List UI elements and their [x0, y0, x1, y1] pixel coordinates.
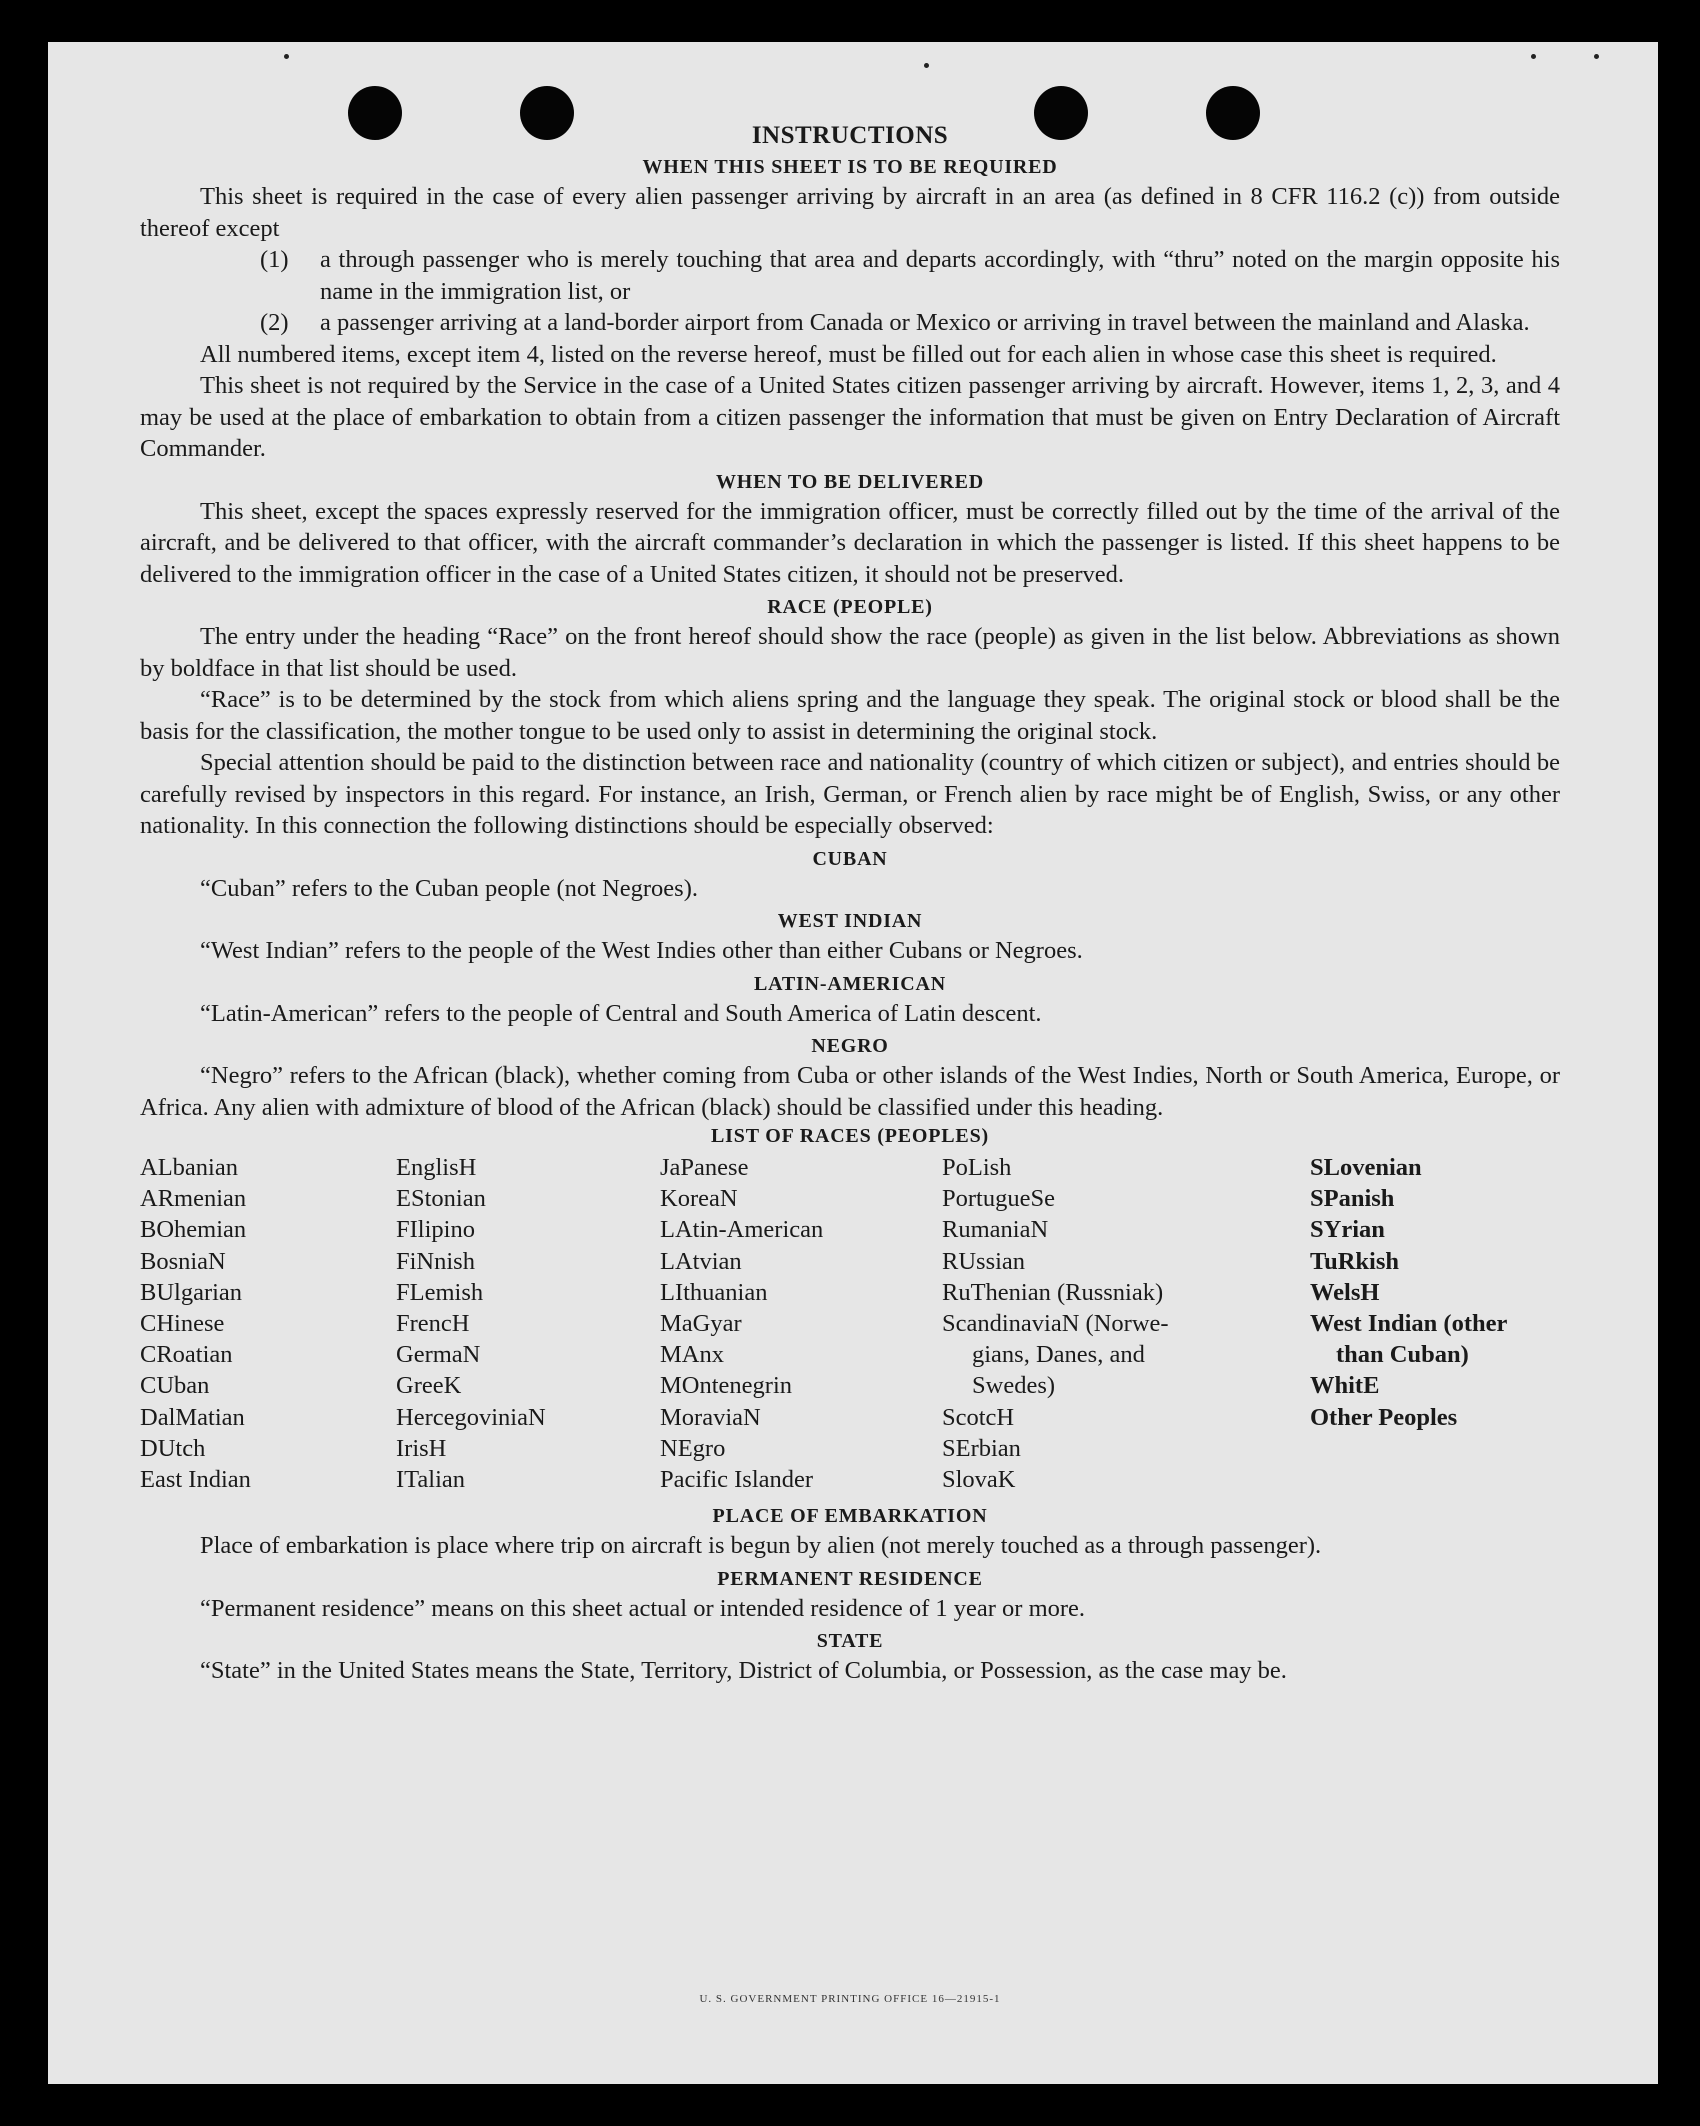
race-column [942, 1152, 1310, 1495]
race-item: FLemish [396, 1278, 484, 1306]
section-heading: LATIN-AMERICAN [754, 972, 946, 995]
race-item: LAtvian [660, 1247, 742, 1275]
paragraph: “Negro” refers to the African (black), whether coming from Cuba or other islands of the West Indies, North or South America, Europe, or Africa. Any alien with admixture of blood of the African (black) should be classified under this heading. [140, 1062, 1560, 1121]
race-item: Pacific Islander [660, 1466, 814, 1494]
section-heading: WEST INDIAN [777, 910, 923, 932]
race-item: RUssian [942, 1247, 1026, 1275]
race-item: BOhemian [140, 1216, 247, 1244]
item-number: (1) [260, 246, 289, 273]
race-item: ITalian [396, 1466, 466, 1494]
race-list [140, 1152, 1560, 1495]
race-item: CHinese [140, 1310, 225, 1338]
race-item: Swedes) [972, 1372, 1056, 1400]
race-item: FiNnish [396, 1247, 475, 1275]
race-item: GreeK [396, 1372, 462, 1400]
race-item: PortugueSe [942, 1185, 1055, 1213]
race-column [140, 1152, 396, 1495]
race-item: SErbian [942, 1434, 1021, 1462]
race-item: PoLish [942, 1154, 1012, 1181]
paragraph: This sheet is required in the case of every alien passenger arriving by aircraft in an area (as defined in 8 CFR 116.2 (c)) from outside thereof except [140, 183, 1560, 242]
page-title: INSTRUCTIONS [751, 122, 949, 149]
paragraph: “Permanent residence” means on this sheet actual or intended residence of 1 year or more. [200, 1594, 1086, 1622]
race-column [660, 1152, 942, 1495]
section-heading: PLACE OF EMBARKATION [712, 1505, 988, 1528]
item-text: a passenger arriving at a land-border airport from Canada or Mexico or arriving in travel between the mainland and Alaska. [320, 309, 1530, 336]
race-item: LIthuanian [660, 1278, 768, 1306]
section-heading: LIST OF RACES (PEOPLES) [711, 1125, 989, 1147]
paragraph: Special attention should be paid to the distinction between race and nationality (country of which citizen or subject), and entries should be carefully revised by inspectors in this regard. For instance, an Irish, German, or French alien by race might be of English, Swiss, or any other nationality. In this connection the following distinctions should be especially observed: [140, 749, 1560, 839]
race-item: LAtin-American [660, 1216, 824, 1244]
speck [1594, 54, 1599, 59]
race-item: ARmenian [140, 1185, 247, 1213]
race-item: KoreaN [660, 1185, 738, 1213]
paragraph: This sheet is not required by the Service in the case of a United States citizen passenger arriving by aircraft. However, items 1, 2, 3, and 4 may be used at the place of embarkation to obtain from a citizen passenger the information that must be given on Entry Declaration of Aircraft Commander. [140, 372, 1560, 462]
speck [284, 54, 289, 59]
race-item: Other Peoples [1310, 1403, 1458, 1431]
race-item: BosniaN [140, 1247, 226, 1275]
race-item: DalMatian [140, 1403, 245, 1431]
race-item: gians, Danes, and [972, 1341, 1145, 1369]
race-item: EStonian [396, 1185, 486, 1213]
race-item: ScotcH [942, 1403, 1015, 1431]
paragraph: The entry under the heading “Race” on the front hereof should show the race (people) as given in the list below. Abbreviations as shown by boldface in that list should be used. [140, 623, 1560, 682]
race-item: West Indian (other [1310, 1310, 1508, 1338]
race-item: MaGyar [660, 1310, 742, 1338]
race-item: BUlgarian [140, 1278, 243, 1306]
list-item [140, 307, 1560, 339]
race-item: TuRkish [1310, 1247, 1400, 1275]
race-item: DUtch [140, 1434, 206, 1462]
race-item: SLovenian [1310, 1154, 1422, 1181]
race-item: IrisH [396, 1434, 447, 1462]
race-item: JaPanese [660, 1154, 749, 1181]
race-column [1310, 1152, 1560, 1495]
race-item: GermaN [396, 1341, 481, 1369]
paragraph: “Latin-American” refers to the people of Central and South America of Latin descent. [200, 999, 1042, 1027]
paragraph: “State” in the United States means the State, Territory, District of Columbia, or Possession, as the case may be. [200, 1657, 1287, 1685]
printer-imprint: U. S. GOVERNMENT PRINTING OFFICE 16—21915-1 [699, 1993, 1001, 2005]
paragraph: “Cuban” refers to the Cuban people (not Negroes). [200, 874, 698, 902]
race-column [396, 1152, 660, 1495]
paragraph: Place of embarkation is place where trip on aircraft is begun by alien (not merely touched as a through passenger). [200, 1532, 1322, 1560]
race-item: RuThenian (Russniak) [942, 1278, 1164, 1306]
race-item: WelsH [1310, 1278, 1380, 1306]
race-item: MAnx [660, 1341, 724, 1369]
instructions-content [140, 122, 1560, 1687]
race-item: CRoatian [140, 1341, 233, 1369]
race-item: WhitE [1310, 1372, 1380, 1400]
race-item: CUban [140, 1372, 210, 1400]
race-item: East Indian [140, 1466, 251, 1494]
paragraph: This sheet, except the spaces expressly reserved for the immigration officer, must be correctly filled out by the time of the arrival of the aircraft, and be delivered to that officer, with the aircraft commander’s declaration in which the passenger is listed. If this sheet happens to be delivered to the immigration officer in the case of a United States citizen, it should not be preserved. [140, 497, 1560, 588]
paragraph: All numbered items, except item 4, listed on the reverse hereof, must be filled out for each alien in whose case this sheet is required. [200, 340, 1497, 368]
race-item: FrencH [396, 1310, 470, 1338]
section-heading: RACE (PEOPLE) [767, 596, 933, 618]
item-number: (2) [260, 309, 289, 336]
race-item: SPanish [1310, 1185, 1395, 1213]
race-item: MOntenegrin [660, 1372, 792, 1400]
race-item: RumaniaN [942, 1216, 1049, 1244]
race-item: than Cuban) [1336, 1341, 1469, 1369]
race-item: MoraviaN [660, 1403, 761, 1431]
section-heading: WHEN TO BE DELIVERED [715, 470, 985, 493]
race-item: HercegoviniaN [396, 1403, 546, 1431]
race-item: ScandinaviaN (Norwe- [942, 1310, 1169, 1338]
race-item: NEgro [660, 1434, 726, 1462]
race-item: SlovaK [942, 1466, 1016, 1494]
list-item [140, 244, 1560, 307]
section-heading: STATE [816, 1630, 884, 1653]
section-heading: PERMANENT RESIDENCE [717, 1567, 983, 1590]
section-heading: NEGRO [811, 1035, 889, 1057]
section-heading: WHEN THIS SHEET IS TO BE REQUIRED [642, 156, 1058, 178]
race-item: FIlipino [396, 1216, 475, 1244]
race-item: EnglisH [396, 1154, 477, 1181]
paragraph: “Race” is to be determined by the stock from which aliens spring and the language they speak. The original stock or blood shall be the basis for the classification, the mother tongue to be used only to assist in determining the original stock. [140, 686, 1560, 745]
speck [1531, 54, 1536, 59]
race-item: SYrian [1310, 1216, 1385, 1244]
race-item: ALbanian [140, 1154, 238, 1181]
section-heading: CUBAN [812, 847, 888, 870]
item-text: a through passenger who is merely touching that area and departs accordingly, with “thru” noted on the margin opposite his name in the immigration list, or [320, 246, 1560, 305]
speck [924, 63, 929, 68]
paragraph: “West Indian” refers to the people of the West Indies other than either Cubans or Negroes. [200, 937, 1083, 964]
